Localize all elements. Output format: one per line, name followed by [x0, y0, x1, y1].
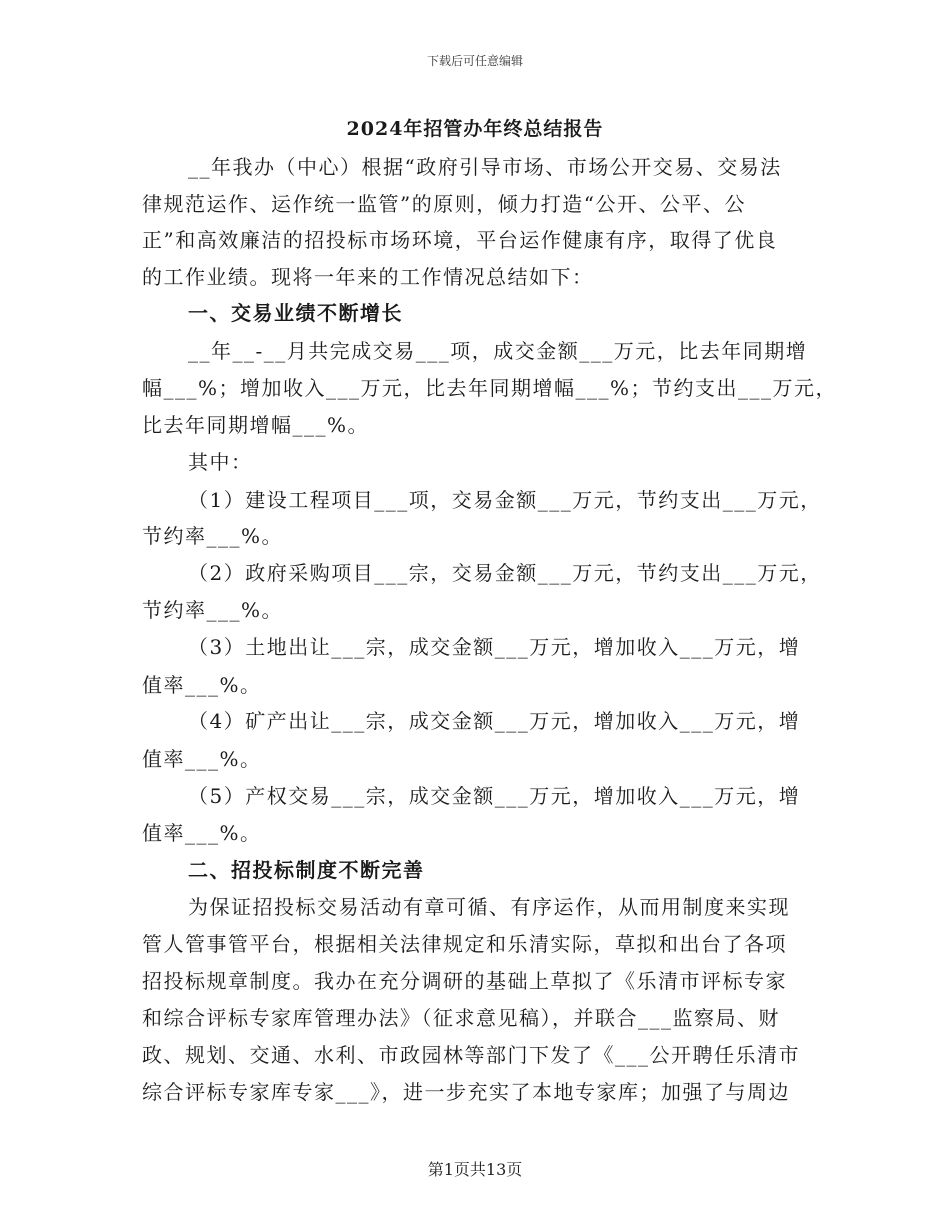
paragraph-line: 节约率___%。	[142, 598, 284, 622]
page-title: 2024年招管办年终总结报告	[346, 118, 604, 140]
paragraph-line: 政、规划、交通、水利、市政园林等部门下发了《___公开聘任乐清市	[142, 1043, 800, 1067]
section-heading: 一、交易业绩不断增长	[188, 301, 403, 325]
paragraph-line: （1）建设工程项目___项，交易金额___万元，节约支出___万元，	[188, 488, 822, 512]
paragraph-line: 比去年同期增幅___%。	[142, 413, 370, 437]
paragraph-line: （3）土地出让___宗，成交金额___万元，增加收入___万元，增	[188, 635, 801, 659]
paragraph-line: 招投标规章制度。我办在充分调研的基础上草拟了《乐清市评标专家	[142, 969, 787, 993]
paragraph-line: 的工作业绩。现将一年来的工作情况总结如下：	[142, 265, 594, 289]
paragraph-line: 律规范运作、运作统一监管”的原则，倾力打造“公开、公平、公	[142, 192, 746, 216]
paragraph-line: 正”和高效廉洁的招投标市场环境，平台运作健康有序，取得了优良	[142, 228, 778, 252]
paragraph-line: 为保证招投标交易活动有章可循、有序运作，从而用制度来实现	[188, 895, 790, 919]
paragraph-line: 值率___%。	[142, 747, 262, 771]
paragraph-line: （4）矿产出让___宗，成交金额___万元，增加收入___万元，增	[188, 709, 801, 733]
paragraph-line: 综合评标专家库专家___》，进一步充实了本地专家库；加强了与周边	[142, 1080, 790, 1104]
paragraph-line: 节约率___%。	[142, 524, 284, 548]
page-number-footer: 第1页共13页	[427, 1160, 523, 1179]
paragraph-line: 幅___%；增加收入___万元，比去年同期增幅___%；节约支出___万元，	[142, 376, 838, 400]
paragraph-line: __年我办（中心）根据“政府引导市场、市场公开交易、交易法	[188, 155, 782, 179]
section-heading: 二、招投标制度不断完善	[188, 858, 425, 882]
paragraph-line: 其中：	[188, 450, 253, 474]
paragraph-line: __年__-__月共完成交易___项，成交金额___万元，比去年同期增	[188, 339, 808, 363]
paragraph-line: 值率___%。	[142, 673, 262, 697]
paragraph-line: （5）产权交易___宗，成交金额___万元，增加收入___万元，增	[188, 784, 801, 808]
paragraph-line: 值率___%。	[142, 821, 262, 845]
paragraph-line: 和综合评标专家库管理办法》（征求意见稿），并联合___监察局、财	[142, 1006, 780, 1030]
paragraph-line: （2）政府采购项目___宗，交易金额___万元，节约支出___万元，	[188, 561, 822, 585]
header-note: 下载后可任意编辑	[426, 54, 523, 68]
paragraph-line: 管人管事管平台，根据相关法律规定和乐清实际，草拟和出台了各项	[142, 932, 787, 956]
